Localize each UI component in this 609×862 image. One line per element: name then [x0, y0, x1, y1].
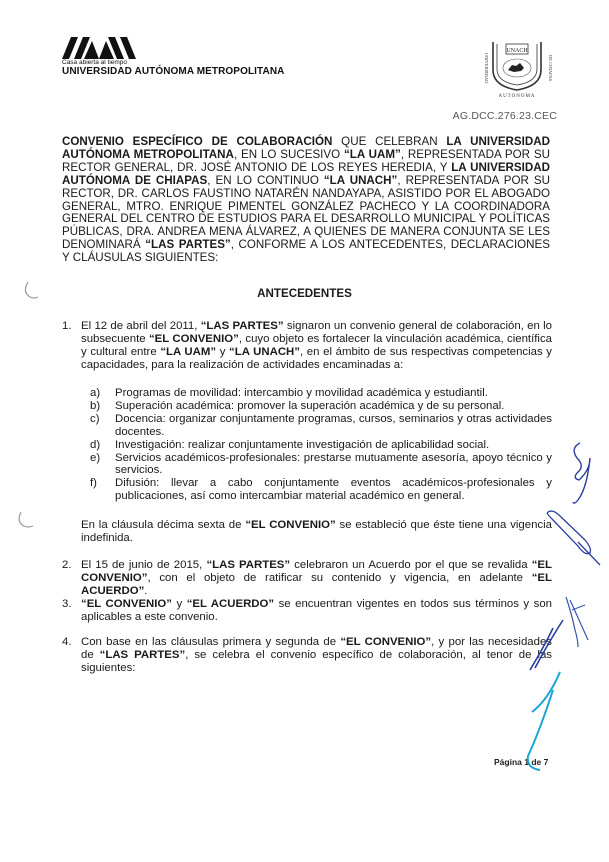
reference-code: AG.DCC.276.23.CEC [452, 110, 557, 122]
page-of: de [531, 757, 542, 767]
intro-text: , EN LO CONTINUO [207, 173, 324, 187]
list-text: Programas de movilidad: intercambio y movilidad académica y estudiantil. [115, 387, 488, 399]
text-run: celebraron un Acuerdo por el que se revalida [290, 559, 532, 571]
bold-run: “LAS PARTES” [206, 559, 291, 571]
list-item-f [90, 477, 552, 503]
intro-party-unach: LA UNIVERSIDAD AUTÓNOMA DE CHIAPAS [62, 160, 550, 187]
antecedente-item-4 [62, 636, 552, 675]
text-run: se estableció que éste tiene una vigencia indefinida. [81, 519, 552, 544]
intro-alias-partes: “LAS PARTES” [145, 238, 231, 252]
list-item-c [90, 413, 552, 439]
uam-name: UNIVERSIDAD AUTÓNOMA METROPOLITANA [62, 66, 285, 77]
list-letter: a) [90, 387, 101, 399]
bold-run: “EL CONVENIO” [148, 333, 239, 345]
text-run: El 15 de junio de 2015, [81, 559, 207, 571]
item-number: 1. [62, 320, 72, 332]
text-run: El 12 de abril del 2011, [81, 320, 201, 332]
page-label: Página [494, 757, 522, 767]
intro-text: QUE CELEBRAN [332, 135, 447, 148]
antecedente-item-3 [62, 598, 552, 624]
bold-run: “EL CONVENIO” [81, 559, 552, 584]
signature-stroke-icon [547, 511, 600, 565]
list-text: Difusión: llevar a cabo conjuntamente eventos académicos-profesionales y publicaciones, así como intercambiar material académico en general. [115, 477, 552, 503]
text-run: . [144, 585, 148, 597]
list-letter: d) [90, 438, 101, 451]
uam-tagline: Casa abierta al tiempo [62, 59, 128, 66]
text-run: , con el objeto de ratificar su contenido y vigencia, en adelante [147, 572, 532, 584]
page-current: 1 [524, 757, 529, 767]
bold-run: “LA UNACH” [229, 346, 300, 358]
list-text: Investigación: realizar conjuntamente investigación de aplicabilidad social. [115, 438, 490, 451]
item-text [81, 320, 552, 372]
unach-seal-center: UNACH [506, 48, 528, 54]
item-number: 3. [62, 598, 72, 610]
list-text: Docencia: organizar conjuntamente programas, cursos, seminarios y otras actividades docentes. [115, 412, 552, 438]
page-total: 7 [543, 757, 549, 767]
list-item-a [90, 387, 552, 400]
text-run: , cuyo objeto es fortalecer la vinculación académica, científica y cultural entre [81, 333, 552, 358]
signature-stroke-icon [566, 597, 588, 647]
bold-run: “EL CONVENIO” [245, 519, 336, 531]
list-letter: c) [90, 412, 100, 425]
list-item-e [90, 452, 552, 478]
intro-alias-uam: “LA UAM” [343, 147, 401, 161]
antecedente-item-1 [62, 320, 552, 372]
bold-run: “EL CONVENIO” [340, 636, 432, 648]
list-letter: f) [90, 477, 97, 490]
activities-list [90, 387, 552, 503]
list-letter: b) [90, 399, 101, 412]
vigencia-note [81, 519, 552, 545]
bold-run: “LA UAM” [160, 346, 217, 358]
intro-text: , CONFORME A LOS ANTECEDENTES, DECLARACIONES Y CLÁUSULAS SIGUIENTES: [62, 238, 551, 265]
intro-text: , REPRESENTADA POR SU RECTOR GENERAL, DR. JOSÉ ANTONIO DE LOS REYES HEREDIA, Y [62, 147, 550, 174]
item-number: 4. [62, 636, 72, 648]
text-run: Con base en las cláusulas primera y segunda de [81, 636, 341, 648]
item-number: 2. [62, 559, 72, 571]
text-run: En la cláusula décima sexta de [81, 519, 246, 531]
text-run: , en el ámbito de sus respectivas competencias y capacidades, para la realización de actividades encaminadas a: [81, 346, 553, 371]
item-text [81, 636, 552, 675]
signature-stroke-icon [528, 672, 560, 770]
uam-logo-icon [62, 37, 136, 59]
intro-alias-unach: “LA UNACH” [323, 173, 398, 187]
antecedente-item-2 [62, 559, 552, 598]
bold-run: “EL CONVENIO” [81, 598, 172, 610]
bold-run: “LAS PARTES” [200, 320, 284, 332]
text-run: , y por las necesidades de [81, 636, 552, 661]
text-run: y [216, 346, 230, 358]
list-letter: e) [90, 451, 101, 464]
item-text [81, 598, 552, 624]
punch-mark-icon [19, 512, 33, 527]
intro-text: , EN LO SUCESIVO [233, 147, 344, 161]
list-item-b [90, 400, 552, 413]
intro-paragraph [62, 136, 550, 265]
bold-run: “EL ACUERDO” [81, 572, 552, 597]
text-run: , se celebra el convenio específico de colaboración, al tenor de las siguientes: [81, 649, 552, 674]
unach-seal-icon [477, 38, 557, 98]
bold-run: “LAS PARTES” [99, 649, 186, 661]
intro-party-uam: LA UNIVERSIDAD AUTÓNOMA METROPOLITANA [62, 135, 550, 161]
list-item-d [90, 439, 552, 452]
page-number [494, 757, 548, 767]
intro-title: CONVENIO ESPECÍFICO DE COLABORACIÓN [62, 135, 333, 148]
section-title-antecedentes: ANTECEDENTES [257, 287, 352, 300]
item-text [81, 559, 552, 598]
initials-signature-icon [573, 443, 590, 503]
text-run: se encuentran vigentes en todos sus términos y son aplicables a este convenio. [81, 598, 552, 623]
unach-seal-right-text: DE CHIAPAS [548, 55, 553, 81]
bold-run: “EL ACUERDO” [186, 598, 275, 610]
unach-seal-bottom-text: AUTONOMA [498, 94, 536, 98]
intro-text: , REPRESENTADA POR SU RECTOR, DR. CARLOS FAUSTINO NATARÉN NANDAYAPA, ASISTIDO POR EL ABOGADO GENERAL, MTRO. ENRIQUE PIMENTEL GONZÁLEZ PACHECO Y LA COORDINADORA GENERAL DEL CENTRO DE ESTUDIOS PARA EL DESARROLLO MUNICIPAL Y POLÍTICAS PÚBLICAS, DRA. ANDREA MENA ÁLVAREZ, A QUIENES DE MANERA CONJUNTA SE LES DENOMINARÁ [62, 173, 551, 252]
unach-seal-left-text: UNIVERSIDAD [484, 52, 489, 84]
text-run: y [172, 598, 187, 610]
text-run: signaron un convenio general de colaboración, en lo subsecuente [81, 320, 552, 345]
list-text: Superación académica: promover la superación académica y de su personal. [115, 399, 505, 412]
list-text: Servicios académicos-profesionales: prestarse mutuamente asesoría, apoyo técnico y servicios. [115, 451, 552, 477]
